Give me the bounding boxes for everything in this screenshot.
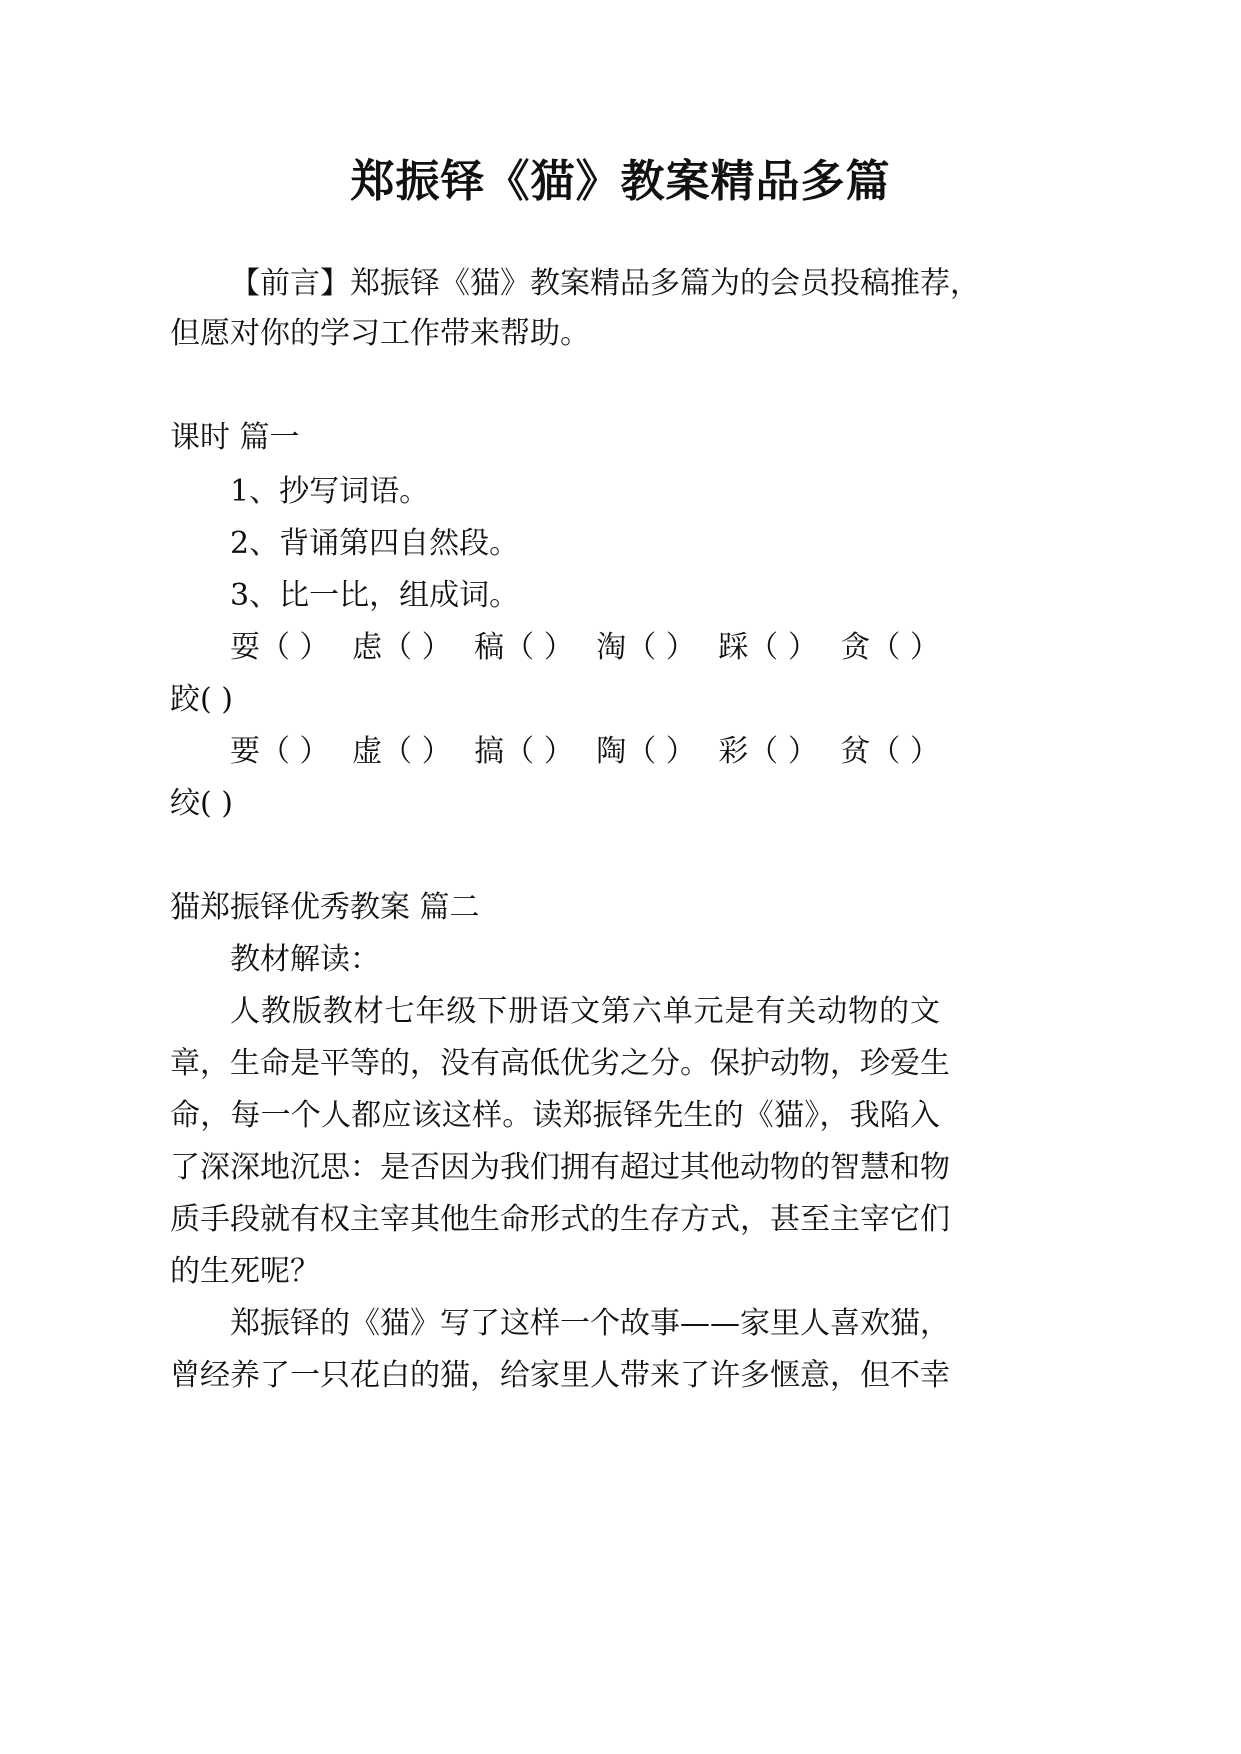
word-blank: 踩（ ） <box>718 630 818 665</box>
word-blank: 稿（ ） <box>474 630 574 665</box>
word-blank: 淘（ ） <box>596 630 696 665</box>
document-title: 郑振铎《猫》教案精品多篇 <box>350 156 891 207</box>
paragraph-line: 质手段就有权主宰其他生命形式的生存方式，甚至主宰它们 <box>170 1202 950 1237</box>
paragraph-line: 章，生命是平等的，没有高低优劣之分。保护动物，珍爱生 <box>170 1046 950 1081</box>
paragraph-line: 人教版教材七年级下册语文第六单元是有关动物的文 <box>230 994 940 1029</box>
section2-subheading: 教材解读： <box>230 942 380 977</box>
word-blank: 跤( ) <box>170 682 233 717</box>
word-blank: 搞（ ） <box>474 734 574 769</box>
word-blank: 虑（ ） <box>352 630 452 665</box>
word-blank: 陶（ ） <box>596 734 696 769</box>
paragraph-line: 的生死呢？ <box>170 1254 320 1289</box>
list-item: 2、背诵第四自然段。 <box>230 526 520 561</box>
section1-heading: 课时 篇一 <box>170 420 300 455</box>
word-blank: 虚（ ） <box>352 734 452 769</box>
section2-heading: 猫郑振铎优秀教案 篇二 <box>170 890 480 925</box>
word-blank: 绞( ) <box>170 786 233 821</box>
compare-row-2 <box>230 732 940 772</box>
word-blank: 贪（ ） <box>840 630 940 665</box>
word-blank: 彩（ ） <box>718 734 818 769</box>
paragraph-line: 郑振铎的《猫》写了这样一个故事——家里人喜欢猫， <box>230 1306 950 1341</box>
list-item: 3、比一比，组成词。 <box>230 578 520 613</box>
word-blank: 耍（ ） <box>230 630 330 665</box>
list-item: 1、抄写词语。 <box>230 474 430 509</box>
paragraph-line: 命，每一个人都应该这样。读郑振铎先生的《猫》，我陷入 <box>170 1098 940 1133</box>
preface-line-2: 但愿对你的学习工作带来帮助。 <box>170 316 590 351</box>
preface-line-1: 【前言】郑振铎《猫》教案精品多篇为的会员投稿推荐， <box>230 266 980 301</box>
paragraph-line: 了深深地沉思：是否因为我们拥有超过其他动物的智慧和物 <box>170 1150 950 1185</box>
compare-row-1 <box>230 628 940 668</box>
paragraph-line: 曾经养了一只花白的猫，给家里人带来了许多惬意，但不幸 <box>170 1358 950 1393</box>
word-blank: 要（ ） <box>230 734 330 769</box>
word-blank: 贫（ ） <box>840 734 940 769</box>
